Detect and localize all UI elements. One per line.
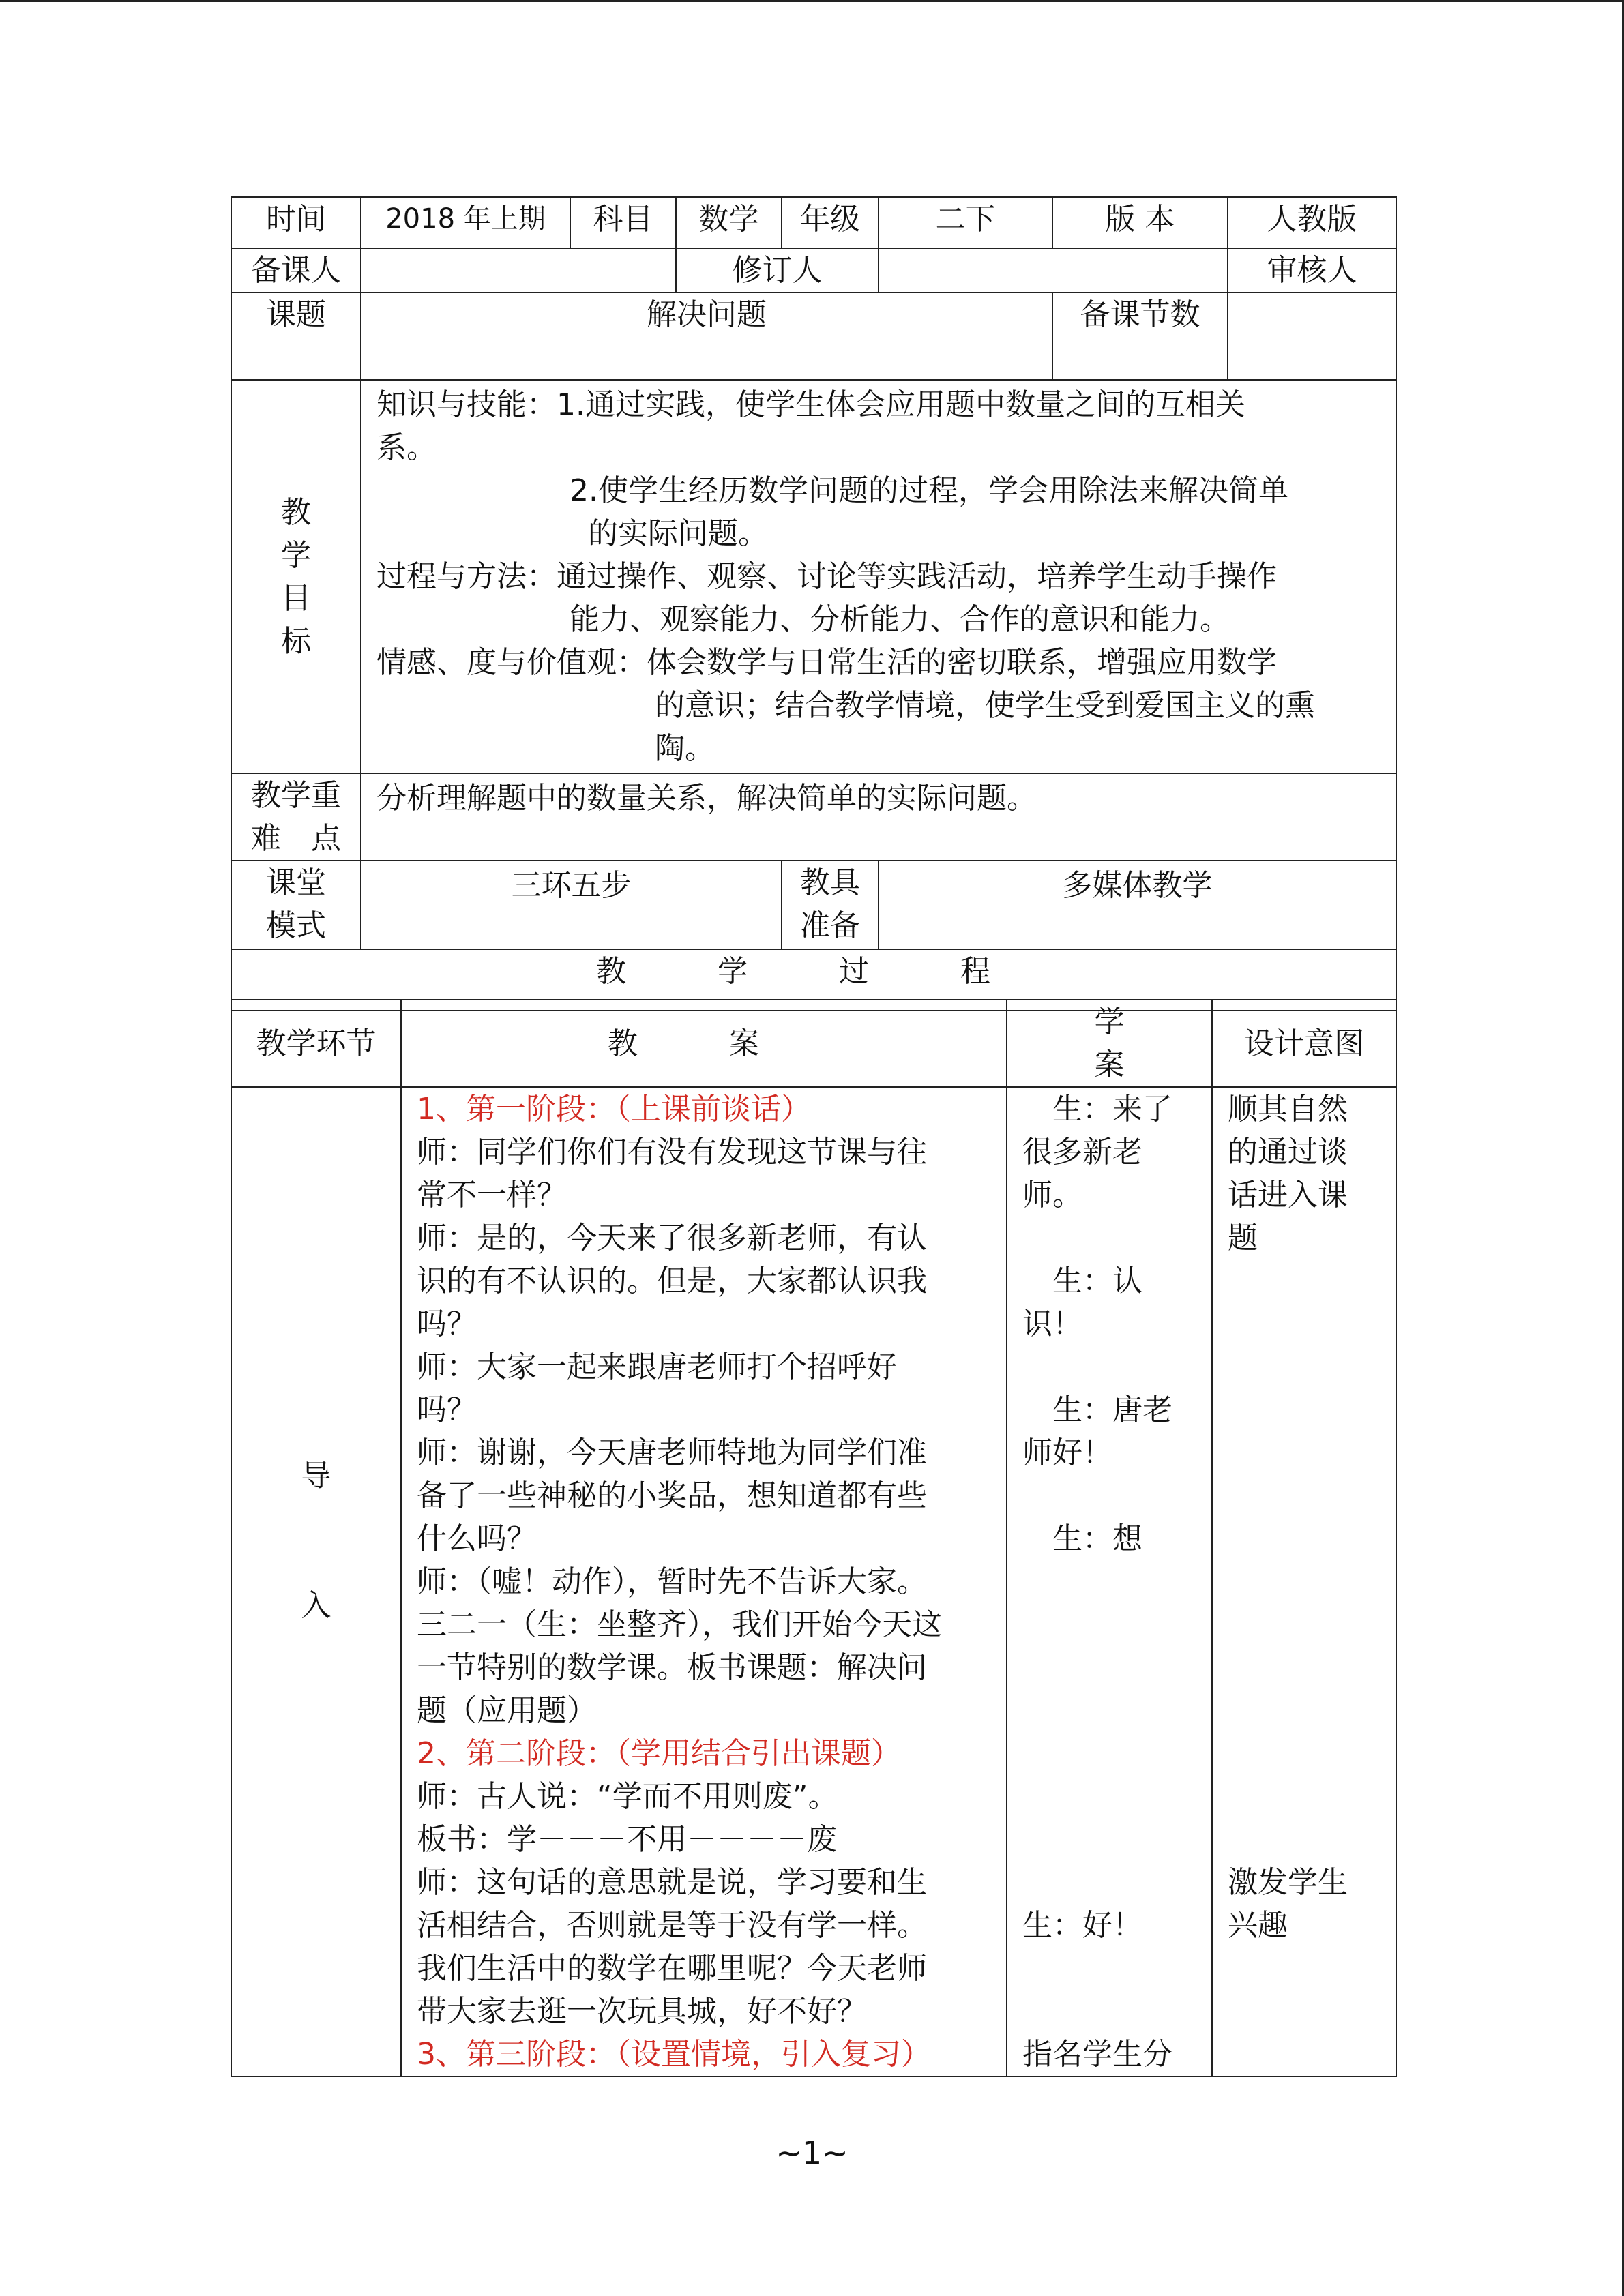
student-line: 生：好！ <box>1022 1908 1142 1943</box>
student-line <box>1022 1861 1196 1904</box>
intent-line <box>1228 1603 1381 1646</box>
plan-line: 师：是的，今天来了很多新老师，有认 <box>417 1221 927 1255</box>
intent-line <box>1228 1818 1381 1861</box>
student-line <box>1022 1560 1196 1603</box>
plan-line: 吗？ <box>417 1307 477 1341</box>
plan-line: 师：谢谢，今天唐老师特地为同学们准 <box>417 1435 927 1470</box>
intent-line <box>1228 1560 1381 1603</box>
goal-knowledge-1: 知识与技能：1.通过实践，使学生体会应用题中数量之间的互相关 <box>377 387 1245 422</box>
reviewer-label: 审核人 <box>1228 248 1396 293</box>
student-line: 师好！ <box>1022 1435 1112 1470</box>
preparer-label: 备课人 <box>231 248 361 293</box>
time-label: 时间 <box>231 197 361 248</box>
student-line: 很多新老 <box>1022 1135 1142 1169</box>
page-top-border <box>0 0 1624 2</box>
student-line <box>1022 1732 1196 1775</box>
student-line: 生：来了 <box>1022 1092 1172 1127</box>
student-line: 生：唐老 <box>1022 1392 1172 1427</box>
plan-line: 什么吗？ <box>417 1521 537 1556</box>
intent-line <box>1228 1732 1381 1775</box>
plan-line: 常不一样？ <box>417 1178 567 1212</box>
intent-line: 的通过谈 <box>1228 1135 1348 1169</box>
goal-knowledge-1-cont: 系。 <box>377 430 437 465</box>
student-line: 指名学生分 <box>1022 2037 1172 2072</box>
intent-line <box>1228 1302 1381 1345</box>
reviser-value <box>879 248 1228 293</box>
key-points-value: 分析理解题中的数量关系，解决简单的实际问题。 <box>361 773 1396 861</box>
teaching-tools-label: 教具 准备 <box>782 861 879 949</box>
student-line: 识！ <box>1022 1307 1082 1341</box>
plan-line: 2、第二阶段：（学用结合引出课题） <box>417 1736 901 1771</box>
goal-emotion-3: 陶。 <box>655 731 715 766</box>
plan-line: 我们生活中的数学在哪里呢？今天老师 <box>417 1951 927 1986</box>
student-line <box>1022 1947 1196 1990</box>
stage-char-2: 入 <box>301 1588 331 1623</box>
intent-header: 设计意图 <box>1212 1000 1396 1087</box>
goal-emotion-1: 情感、度与价值观：体会数学与日常生活的密切联系，增强应用数学 <box>377 645 1277 680</box>
intent-line <box>1228 1517 1381 1560</box>
lesson-info-table <box>231 196 1397 1011</box>
student-line <box>1022 1990 1196 2033</box>
intent-line: 题 <box>1228 1221 1258 1255</box>
grade-label: 年级 <box>782 197 879 248</box>
goal-emotion-2: 的意识；结合教学情境，使学生受到爱国主义的熏 <box>655 688 1315 723</box>
grade-value: 二下 <box>879 197 1052 248</box>
goals-content <box>361 380 1396 773</box>
student-line <box>1022 1775 1196 1818</box>
goals-label: 教 学 目 标 <box>231 380 361 773</box>
student-line <box>1022 1217 1196 1259</box>
topic-value: 解决问题 <box>361 293 1052 380</box>
student-line <box>1022 1345 1196 1388</box>
plan-line: 题（应用题） <box>417 1693 597 1728</box>
teaching-process-table <box>231 999 1397 2077</box>
stage-char-1: 导 <box>301 1459 331 1493</box>
subject-label: 科目 <box>570 197 676 248</box>
topic-label: 课题 <box>231 293 361 380</box>
periods-value <box>1228 293 1396 380</box>
subject-value: 数学 <box>676 197 782 248</box>
plan-line: 3、第三阶段：（设置情境，引入复习） <box>417 2037 931 2072</box>
intent-line: 激发学生 <box>1228 1865 1348 1900</box>
plan-line: 活相结合，否则就是等于没有学一样。 <box>417 1908 927 1943</box>
preparer-value <box>361 248 676 293</box>
intent-line <box>1228 1689 1381 1732</box>
student-line <box>1022 1818 1196 1861</box>
page-number: ~1~ <box>776 2134 848 2171</box>
edition-value: 人教版 <box>1228 197 1396 248</box>
intent-line <box>1228 1646 1381 1689</box>
student-header: 学 案 <box>1007 1000 1212 1087</box>
intent-line <box>1228 1431 1381 1474</box>
plan-line: 带大家去逛一次玩具城，好不好？ <box>417 1994 867 2029</box>
plan-content <box>401 1087 1007 2076</box>
student-line: 生：想 <box>1022 1521 1142 1556</box>
plan-line: 板书：学－－－不用－－－－废 <box>417 1822 837 1857</box>
student-line <box>1022 1646 1196 1689</box>
reviser-label: 修订人 <box>676 248 879 293</box>
plan-line: 师：古人说：“学而不用则废”。 <box>417 1779 838 1814</box>
plan-header: 教 案 <box>401 1000 1007 1087</box>
plan-line: 吗？ <box>417 1392 477 1427</box>
intent-line: 话进入课 <box>1228 1178 1348 1212</box>
intent-line: 兴趣 <box>1228 1908 1288 1943</box>
goal-process-2: 能力、观察能力、分析能力、合作的意识和能力。 <box>570 602 1230 637</box>
intent-line <box>1228 1345 1381 1388</box>
edition-label: 版 本 <box>1052 197 1228 248</box>
stage-header: 教学环节 <box>231 1000 401 1087</box>
intent-line <box>1228 1259 1381 1302</box>
student-line <box>1022 1474 1196 1517</box>
goal-knowledge-2: 2.使学生经历数学问题的过程，学会用除法来解决简单 <box>570 473 1288 508</box>
intent-line <box>1228 1388 1381 1431</box>
process-title: 教 学 过 程 <box>231 949 1396 1011</box>
plan-line: 一节特别的数学课。板书课题：解决问 <box>417 1650 927 1685</box>
plan-lines <box>417 1088 991 2076</box>
plan-line: 师：这句话的意思就是说，学习要和生 <box>417 1865 927 1900</box>
student-content <box>1007 1087 1212 2076</box>
time-value: 2018 年上期 <box>361 197 570 248</box>
plan-line: 师：（嘘！动作），暂时先不告诉大家。 <box>417 1564 927 1599</box>
stage-name <box>231 1087 401 2076</box>
intent-line <box>1228 1775 1381 1818</box>
goal-knowledge-2-cont: 的实际问题。 <box>588 516 768 551</box>
teaching-tools-value: 多媒体教学 <box>879 861 1396 949</box>
periods-label: 备课节数 <box>1052 293 1228 380</box>
intent-line <box>1228 1474 1381 1517</box>
student-line: 生：认 <box>1022 1264 1142 1298</box>
plan-line: 师：同学们你们有没有发现这节课与往 <box>417 1135 927 1169</box>
student-lines <box>1022 1088 1196 2076</box>
intent-content <box>1212 1087 1396 2076</box>
class-mode-value: 三环五步 <box>361 861 782 949</box>
student-line: 师。 <box>1022 1178 1082 1212</box>
goal-process-1: 过程与方法：通过操作、观察、讨论等实践活动，培养学生动手操作 <box>377 559 1277 594</box>
class-mode-label: 课堂 模式 <box>231 861 361 949</box>
key-points-label: 教学重 难 点 <box>231 773 361 861</box>
intent-line: 顺其自然 <box>1228 1092 1348 1127</box>
student-line <box>1022 1689 1196 1732</box>
plan-line: 备了一些神秘的小奖品，想知道都有些 <box>417 1478 927 1513</box>
intent-lines <box>1228 1088 1381 1947</box>
plan-line: 师：大家一起来跟唐老师打个招呼好 <box>417 1350 897 1384</box>
plan-line: 三二一（生：坐整齐），我们开始今天这 <box>417 1607 942 1642</box>
student-line <box>1022 1603 1196 1646</box>
plan-line: 1、第一阶段：（上课前谈话） <box>417 1092 811 1127</box>
plan-line: 识的有不认识的。但是，大家都认识我 <box>417 1264 927 1298</box>
